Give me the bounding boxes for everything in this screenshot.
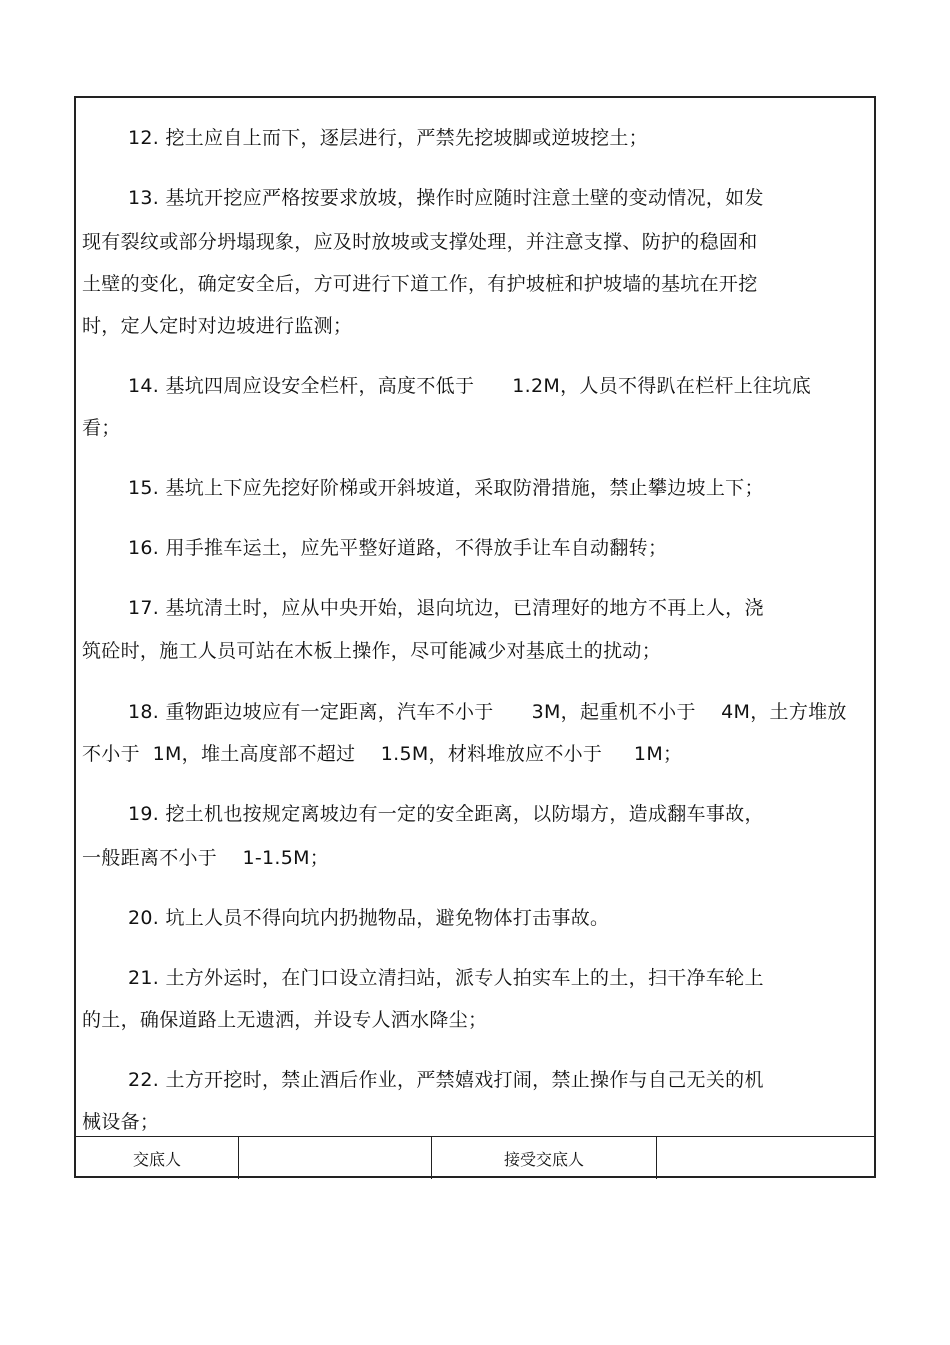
presenter-field[interactable] [239, 1137, 432, 1179]
item-14-line-2: 看； [82, 417, 121, 439]
item-14-line-1: 14. 基坑四周应设安全栏杆，高度不低于 1.2M，人员不得趴在栏杆上往坑底 [128, 375, 812, 397]
item-17-line-1: 17. 基坑清土时，应从中央开始，退向坑边，已清理好的地方不再上人，浇 [128, 597, 764, 619]
presenter-label: 交底人 [76, 1137, 239, 1179]
item-18-line-2: 不小于 1M，堆土高度部不超过 1.5M，材料堆放应不小于 1M； [82, 743, 683, 765]
item-12-line-1: 12. 挖土应自上而下，逐层进行，严禁先挖坡脚或逆坡挖土； [128, 127, 648, 149]
item-20-line-1: 20. 坑上人员不得向坑内扔抛物品，避免物体打击事故。 [128, 907, 610, 929]
item-19-line-2: 一般距离不小于 1-1.5M； [82, 847, 330, 869]
item-13-line-2: 现有裂纹或部分坍塌现象，应及时放坡或支撑处理，并注意支撑、防护的稳固和 [82, 231, 758, 253]
disclosure-content [76, 98, 874, 1136]
disclosure-table [74, 96, 876, 1178]
item-15-line-1: 15. 基坑上下应先挖好阶梯或开斜坡道，采取防滑措施，禁止攀边坡上下； [128, 477, 764, 499]
item-18-line-1: 18. 重物距边坡应有一定距离，汽车不小于 3M，起重机不小于 4M，土方堆放 [128, 701, 847, 723]
item-21-line-2: 的土，确保道路上无遗洒，并设专人洒水降尘； [82, 1009, 488, 1031]
receiver-label: 接受交底人 [432, 1137, 657, 1179]
receiver-field[interactable] [657, 1137, 874, 1179]
signature-row [76, 1136, 874, 1179]
item-22-line-2: 械设备； [82, 1111, 160, 1133]
item-13-line-4: 时，定人定时对边坡进行监测； [82, 315, 353, 337]
item-13-line-1: 13. 基坑开挖应严格按要求放坡，操作时应随时注意土壁的变动情况，如发 [128, 187, 764, 209]
item-19-line-1: 19. 挖土机也按规定离坡边有一定的安全距离，以防塌方，造成翻车事故， [128, 803, 764, 825]
item-22-line-1: 22. 土方开挖时，禁止酒后作业，严禁嬉戏打闹，禁止操作与自己无关的机 [128, 1069, 764, 1091]
item-21-line-1: 21. 土方外运时，在门口设立清扫站，派专人拍实车上的土，扫干净车轮上 [128, 967, 764, 989]
item-16-line-1: 16. 用手推车运土，应先平整好道路，不得放手让车自动翻转； [128, 537, 668, 559]
item-17-line-2: 筑砼时，施工人员可站在木板上操作，尽可能减少对基底土的扰动； [82, 640, 662, 662]
item-13-line-3: 土壁的变化，确定安全后，方可进行下道工作，有护坡桩和护坡墙的基坑在开挖 [82, 273, 758, 295]
